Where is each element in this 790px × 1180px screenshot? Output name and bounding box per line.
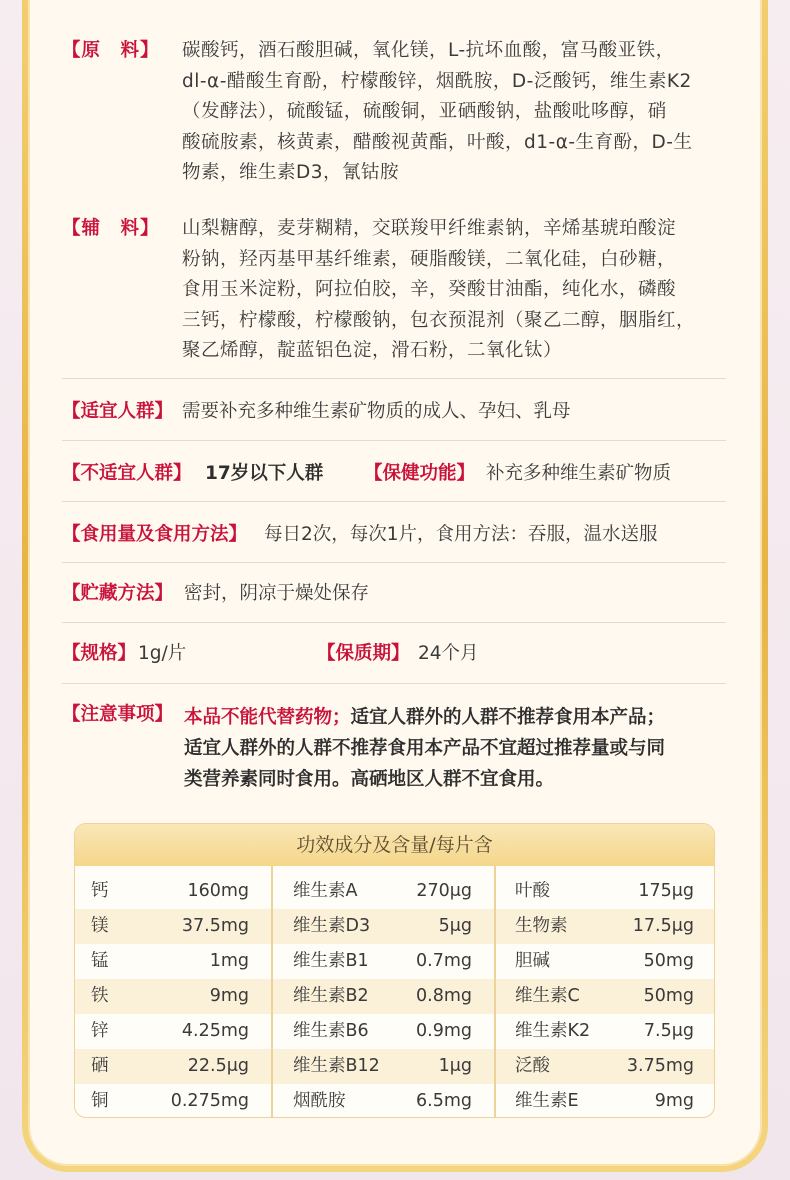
- excipients-line: 聚乙烯醇，靛蓝铝色淀，滑石粉，二氧化钛）: [182, 340, 563, 361]
- nutrient-amount: 0.9mg: [416, 1021, 472, 1041]
- nutrient-amount: 6.5mg: [416, 1091, 472, 1111]
- nutrient-amount: 17.5μg: [632, 916, 694, 936]
- table-row: [75, 944, 715, 979]
- nutrient-amount: 160mg: [187, 881, 249, 901]
- nutrient-name: 维生素B1: [293, 951, 369, 971]
- divider: [62, 622, 726, 623]
- notes-line: 适宜人群外的人群不推荐食用本产品不宜超过推荐量或与同: [184, 738, 666, 759]
- ingredients-line: 物素，维生素D3，氰钴胺: [182, 162, 400, 183]
- divider: [62, 440, 726, 441]
- nutrient-name: 铁: [91, 986, 109, 1006]
- nutrient-name: 维生素C: [515, 986, 580, 1006]
- excipients-line: 三钙，柠檬酸，柠檬酸钠，包衣预混剂（聚乙二醇，胭脂红，: [182, 309, 696, 331]
- nutrient-amount: 1μg: [438, 1056, 472, 1076]
- nutrient-amount: 4.25mg: [181, 1021, 249, 1041]
- unsuitable-label: 【不适宜人群】: [62, 463, 192, 484]
- table-row: [75, 909, 715, 944]
- ingredients-label: 【原 料】: [62, 40, 160, 61]
- divider: [62, 562, 726, 563]
- suitable-label: 【适宜人群】: [62, 401, 174, 422]
- excipients-label: 【辅 料】: [62, 218, 160, 239]
- ingredients-text: [182, 36, 730, 189]
- nutrient-amount: 0.275mg: [170, 1091, 249, 1111]
- storage-label: 【贮藏方法】: [62, 583, 174, 604]
- excipients-line: 食用玉米淀粉，阿拉伯胶，辛，癸酸甘油酯，纯化水，磷酸: [182, 279, 677, 300]
- dosage-label: 【食用量及食用方法】: [62, 524, 248, 545]
- function-value: 补充多种维生素矿物质: [486, 463, 672, 484]
- function-label: 【保健功能】: [364, 463, 476, 484]
- shelf-life-label: 【保质期】: [317, 643, 410, 664]
- notes-line: 类营养素同时食用。高硒地区人群不宜食用。: [184, 769, 555, 790]
- nutrient-amount: 22.5μg: [187, 1056, 249, 1076]
- nutrient-name: 维生素B2: [293, 986, 369, 1006]
- notes-text: [184, 702, 744, 795]
- table-row: [75, 1014, 715, 1049]
- nutrient-name: 维生素B12: [293, 1056, 380, 1076]
- divider: [62, 501, 726, 502]
- notes-line: 适宜人群外的人群不推荐食用本产品；: [350, 707, 666, 728]
- ingredients-line: dl-α-醋酸生育酚，柠檬酸锌，烟酰胺，D-泛酸钙，维生素K2: [182, 70, 692, 92]
- nutrient-name: 铜: [91, 1091, 109, 1111]
- table-title: 功效成分及含量/每片含: [75, 824, 714, 866]
- ingredients-line: 碳酸钙，酒石酸胆碱，氧化镁，L-抗坏血酸，富马酸亚铁，: [182, 40, 675, 61]
- suitable-value: 需要补充多种维生素矿物质的成人、孕妇、乳母: [182, 401, 571, 422]
- nutrient-amount: 9mg: [654, 1091, 694, 1111]
- nutrient-amount: 175μg: [638, 881, 694, 901]
- nutrient-name: 维生素A: [293, 881, 358, 901]
- table-row: [75, 1084, 715, 1118]
- nutrient-amount: 50mg: [643, 986, 694, 1006]
- dosage-value: 每日2次，每次1片，食用方法：吞服，温水送服: [264, 524, 658, 545]
- nutrient-name: 硒: [91, 1056, 109, 1076]
- divider: [62, 378, 726, 379]
- nutrient-name: 泛酸: [515, 1056, 550, 1076]
- excipients-line: 山梨糖醇，麦芽糊精，交联羧甲纤维素钠，辛烯基琥珀酸淀: [182, 218, 677, 239]
- spec-value: 1g/片: [138, 643, 187, 664]
- nutrient-amount: 270μg: [416, 881, 472, 901]
- nutrient-table: [74, 823, 715, 1118]
- table-column-divider: [494, 866, 496, 1118]
- nutrient-name: 烟酰胺: [293, 1091, 346, 1111]
- nutrient-amount: 5μg: [438, 916, 472, 936]
- table-column-divider: [271, 866, 273, 1118]
- shelf-life-value: 24个月: [418, 643, 479, 664]
- nutrient-name: 生物素: [515, 916, 568, 936]
- nutrient-amount: 37.5mg: [181, 916, 249, 936]
- nutrient-name: 胆碱: [515, 951, 550, 971]
- divider: [62, 683, 726, 684]
- table-row: [75, 874, 715, 909]
- ingredients-line: （发酵法），硫酸锰，硫酸铜，亚硒酸钠，盐酸吡哆醇，硝: [182, 101, 667, 122]
- nutrient-name: 镁: [91, 916, 109, 936]
- table-row: [75, 1049, 715, 1084]
- nutrient-name: 维生素D3: [293, 916, 371, 936]
- nutrient-amount: 50mg: [643, 951, 694, 971]
- notes-highlight: 本品不能代替药物；: [184, 707, 351, 728]
- nutrient-name: 叶酸: [515, 881, 550, 901]
- nutrient-name: 维生素B6: [293, 1021, 369, 1041]
- nutrient-amount: 1mg: [209, 951, 249, 971]
- excipients-line: 粉钠，羟丙基甲基纤维素，硬脂酸镁，二氧化硅，白砂糖，: [182, 248, 677, 270]
- storage-value: 密封，阴凉于燥处保存: [184, 583, 370, 604]
- table-row: [75, 979, 715, 1014]
- unsuitable-value: 17岁以下人群: [205, 463, 324, 484]
- nutrient-name: 锌: [91, 1021, 109, 1041]
- ingredients-line: 酸硫胺素，核黄素，醋酸视黄酯，叶酸，d1-α-生育酚，D-生: [182, 131, 693, 153]
- notes-label: 【注意事项】: [62, 704, 174, 725]
- nutrient-amount: 9mg: [209, 986, 249, 1006]
- spec-label: 【规格】: [62, 643, 137, 664]
- nutrient-amount: 3.75mg: [626, 1056, 694, 1076]
- nutrient-amount: 0.7mg: [416, 951, 472, 971]
- nutrient-amount: 7.5μg: [643, 1021, 694, 1041]
- excipients-text: [182, 214, 730, 367]
- nutrient-amount: 0.8mg: [416, 986, 472, 1006]
- nutrient-name: 维生素E: [515, 1091, 579, 1111]
- nutrient-name: 钙: [91, 881, 109, 901]
- nutrient-name: 锰: [91, 951, 109, 971]
- nutrient-name: 维生素K2: [515, 1021, 591, 1041]
